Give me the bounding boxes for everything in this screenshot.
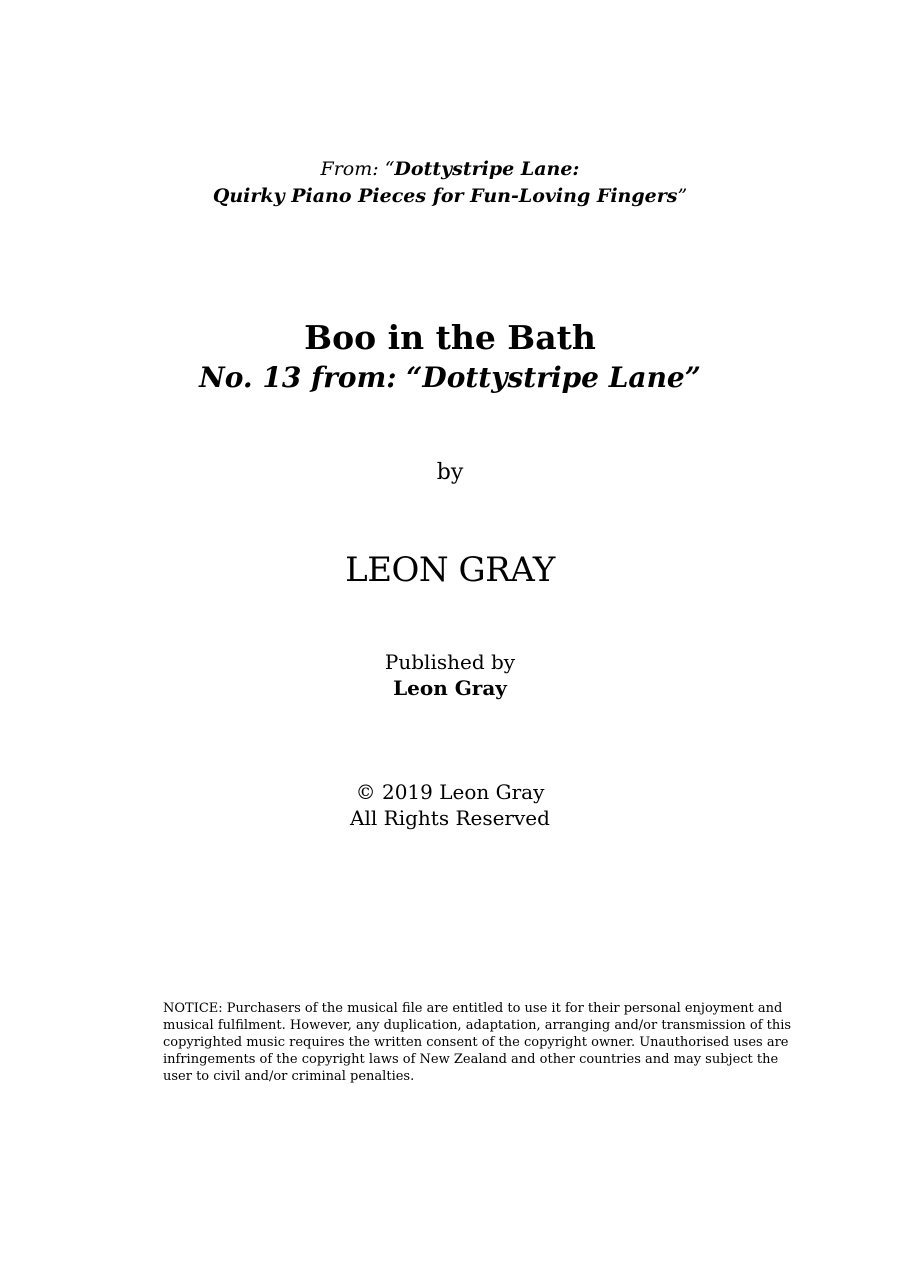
source-collection [0, 156, 900, 210]
source-book-title-line-1: Dottystripe Lane: [394, 158, 580, 180]
piece-title: Boo in the Bath [304, 318, 596, 357]
rights-line: All Rights Reserved [350, 806, 550, 830]
source-suffix: ” [677, 185, 688, 207]
copyright-line: © 2019 Leon Gray [355, 780, 545, 804]
source-line-1 [0, 156, 900, 183]
source-prefix: From: “ [320, 158, 395, 180]
source-line-2 [0, 183, 900, 210]
piece-subtitle: No. 13 from: “Dottystripe Lane” [199, 361, 701, 394]
composer-name: LEON GRAY [345, 550, 555, 590]
source-book-title-line-2: Quirky Piano Pieces for Fun-Loving Fingers [212, 185, 678, 207]
by-label: by [436, 460, 464, 485]
published-by-label: Published by [384, 650, 516, 674]
publisher-name: Leon Gray [393, 676, 507, 700]
copyright-notice: NOTICE: Purchasers of the musical file are entitled to use it for their personal enjoyment and musical fulfilment. However, any duplication, adaptation, arranging and/or transmission of this copyrighted music requires the written consent of the copyright owner. Unauthorised uses are infringements of the copyright laws of New Zealand and other countries and may subject the user to civil and/or criminal penalties. [163, 1001, 792, 1084]
